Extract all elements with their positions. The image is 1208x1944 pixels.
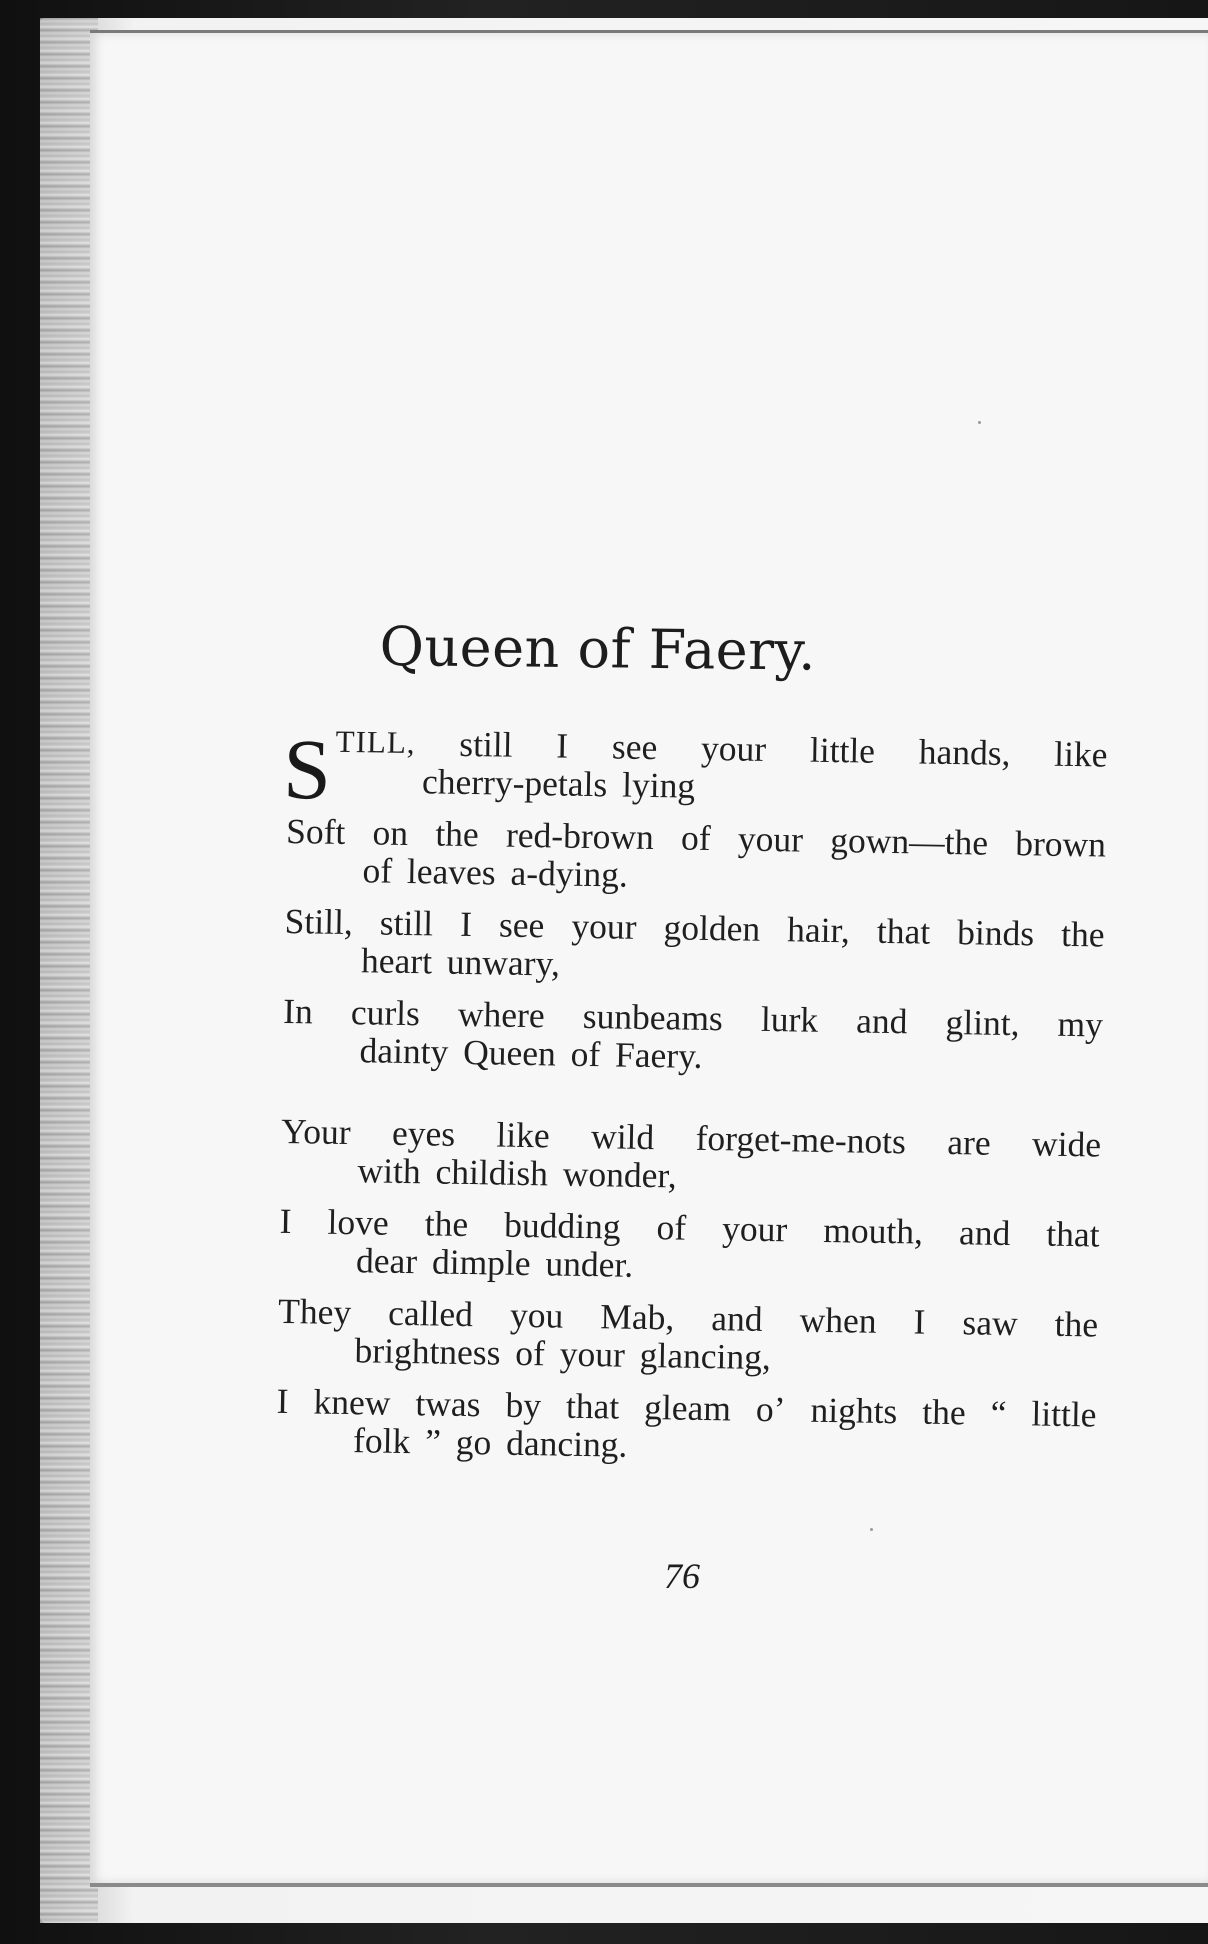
word: still [459, 723, 513, 765]
word: little [809, 729, 876, 771]
stanza [276, 1112, 1102, 1472]
word: I [276, 1380, 289, 1422]
word: called [387, 1292, 474, 1335]
word: and [958, 1212, 1011, 1254]
word: that [1046, 1213, 1100, 1255]
poem-line-continuation: folk ” go dancing. [352, 1420, 628, 1465]
word: of [656, 1207, 687, 1248]
word: forget-me-nots [695, 1117, 907, 1162]
small-caps-word: TILL, [335, 723, 416, 761]
word: golden [663, 907, 761, 949]
word: o’ [755, 1388, 786, 1430]
word: that [565, 1385, 620, 1427]
poem-line-continuation: heart unwary, [360, 940, 561, 984]
word: wild [590, 1116, 655, 1158]
word: sunbeams [582, 995, 724, 1039]
word: knew [313, 1381, 391, 1423]
word: when [799, 1299, 877, 1341]
word: Soft [285, 810, 346, 852]
poem-line-continuation: of leaves a-dying. [362, 850, 629, 895]
word: Your [280, 1110, 351, 1153]
word: eyes [391, 1112, 456, 1154]
word: your [721, 1208, 788, 1250]
word: wide [1031, 1123, 1102, 1165]
poem-line-continuation: brightness of your glancing, [354, 1330, 772, 1378]
word: where [457, 993, 546, 1036]
word: love [327, 1201, 390, 1243]
word: They [277, 1290, 352, 1333]
word: you [509, 1294, 564, 1336]
word: are [947, 1121, 992, 1163]
word: gleam [643, 1387, 732, 1429]
poem-title: Queen of Faery. [379, 615, 817, 683]
word: the [424, 1203, 469, 1245]
word: saw [962, 1302, 1019, 1344]
drop-cap: S [282, 720, 332, 818]
word: nights [810, 1389, 898, 1432]
poem-line-continuation: dear dimple under. [355, 1240, 634, 1285]
word: mouth, [823, 1209, 924, 1252]
poem-line-continuation: dainty Queen of Faery. [359, 1030, 703, 1076]
word: and [710, 1298, 763, 1339]
poem-body [276, 722, 1108, 1485]
word: by [505, 1384, 542, 1426]
word: curls [350, 992, 421, 1034]
page-number: 76 [664, 1556, 700, 1596]
word: your [700, 727, 767, 769]
word: red-brown [505, 814, 655, 858]
word: I [279, 1200, 292, 1242]
word: the [1054, 1303, 1099, 1345]
word: that [876, 910, 931, 952]
word: I [556, 725, 569, 766]
word: of [680, 817, 712, 859]
word: twas [415, 1383, 481, 1425]
word: see [498, 904, 545, 946]
word: like [496, 1114, 551, 1156]
word: your [571, 905, 637, 947]
word: still [379, 902, 434, 944]
word: see [611, 726, 658, 768]
paper-speck [870, 1528, 873, 1531]
word: like [1053, 733, 1108, 775]
stanza [282, 722, 1108, 1082]
word: and [855, 1000, 908, 1042]
word: on [372, 812, 409, 854]
poem-line-continuation: with childish wonder, [357, 1150, 678, 1196]
word: hands, [918, 731, 1011, 773]
word: binds [956, 912, 1035, 954]
word: your [737, 818, 804, 860]
word: I [913, 1301, 926, 1342]
poem-line-continuation: cherry-petals lying [421, 761, 696, 806]
word: Still, [284, 900, 354, 943]
word: glint, [945, 1001, 1020, 1044]
word: gown—the [829, 820, 989, 863]
word: the [921, 1391, 967, 1433]
word: I [459, 903, 473, 945]
word: budding [503, 1204, 621, 1247]
word: my [1057, 1003, 1104, 1045]
word: hair, [786, 909, 851, 951]
word: In [282, 990, 314, 1032]
word: Mab, [599, 1296, 675, 1338]
word: little [1031, 1393, 1097, 1435]
word: lurk [760, 998, 819, 1040]
word: the [435, 813, 480, 855]
word: “ [990, 1392, 1007, 1434]
word: brown [1014, 823, 1107, 865]
word: the [1060, 913, 1105, 955]
paper-speck [978, 421, 981, 424]
